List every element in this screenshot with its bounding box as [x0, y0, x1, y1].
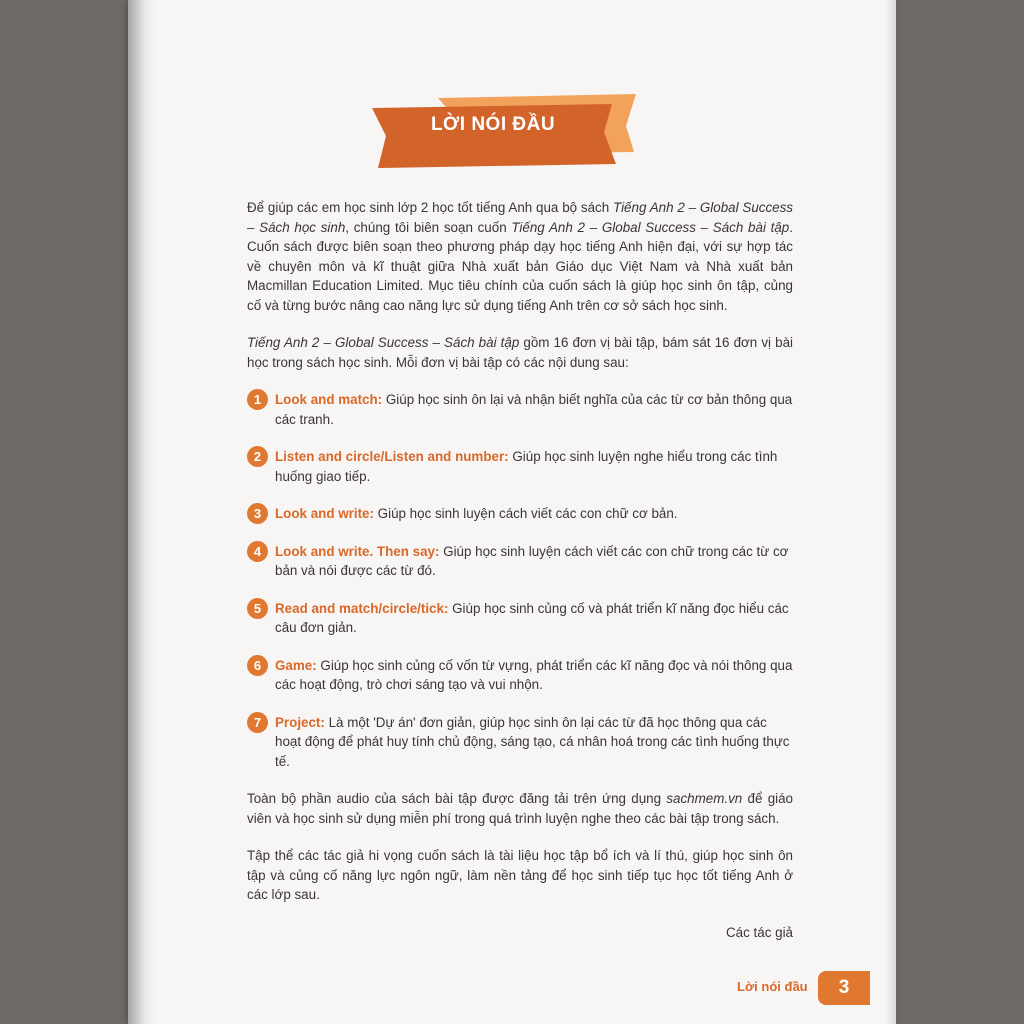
- intro-paragraph-2: [247, 333, 793, 372]
- page-spine-shadow: [128, 0, 156, 1024]
- list-item: [247, 447, 793, 486]
- list-item: [247, 542, 793, 581]
- number-badge: 1: [247, 389, 268, 410]
- page-number: 3: [818, 971, 870, 1005]
- activity-description: Giúp học sinh củng cố vốn từ vựng, phát triển các kĩ năng đọc và nói thông qua các hoạt động, trò chơi sáng tạo và vui nhộn.: [275, 657, 793, 692]
- number-badge: 3: [247, 503, 268, 524]
- intro-paragraph-1: [247, 198, 793, 315]
- list-item: [247, 390, 793, 429]
- closing-paragraph: Tập thể các tác giả hi vọng cuốn sách là tài liệu học tập bổ ích và lí thú, giúp học sinh ôn tập và củng cố năng lực ngôn ngữ, làm nền tảng để học sinh tiếp tục học tốt tiếng Anh ở các lớp sau.: [247, 848, 793, 902]
- activity-title: Project:: [275, 714, 325, 730]
- authors-signature: Các tác giả: [726, 924, 793, 940]
- text-segment: Để giúp các em học sinh lớp 2 học tốt tiếng Anh qua bộ sách: [247, 200, 614, 215]
- activity-title: Listen and circle/Listen and number:: [275, 449, 509, 464]
- activity-description: Giúp học sinh ôn lại và nhận biết nghĩa của các từ cơ bản thông qua các tranh.: [275, 392, 793, 427]
- footer-section-label: Lời nói đầu: [737, 979, 808, 994]
- number-badge: 6: [247, 655, 268, 676]
- text-segment: để giáo viên và học sinh sử dụng miễn phí trong quá trình luyện nghe theo các bài tập trong sách.: [247, 791, 794, 826]
- list-item: [247, 713, 793, 772]
- text-segment: . Cuốn sách được biên soạn theo phương pháp dạy học tiếng Anh hiện đại, với sự hợp tác về chuyên môn và kĩ thuật giữa Nhà xuất bản Giáo dục Việt Nam và Nhà xuất bản Macmillan Education Limited. Mục tiêu chính của cuốn sách là giúp học sinh ôn tập, củng cố và từng bước nâng cao năng lực sử dụng tiếng Anh trên cơ sở sách học sinh.: [247, 219, 793, 313]
- text-segment: gồm 16 đơn vị bài tập, bám sát 16 đơn vị bài học trong sách học sinh. Mỗi đơn vị bài tập có các nội dung sau:: [247, 335, 793, 370]
- number-badge: 2: [247, 446, 268, 467]
- activity-description: Giúp học sinh luyện cách viết các con chữ trong các từ cơ bản và nói được các từ đó.: [275, 543, 789, 578]
- activity-description: Là một 'Dự án' đơn giản, giúp học sinh ôn lại các từ đã học thông qua các hoạt động để phát huy tính chủ động, sáng tạo, cá nhân hoá trong các tình huống thực tế.: [275, 714, 790, 769]
- audio-paragraph: [247, 789, 793, 828]
- website-name: sachmem.vn: [666, 791, 743, 806]
- book-title-workbook: Tiếng Anh 2 – Global Success – Sách bài tập: [511, 219, 790, 235]
- activity-description: Giúp học sinh củng cố và phát triển kĩ năng đọc hiểu các câu đơn giản.: [275, 600, 789, 635]
- number-badge: 4: [247, 541, 268, 562]
- number-badge: 7: [247, 712, 268, 733]
- list-item: [247, 656, 793, 695]
- activity-title: Look and write:: [275, 506, 374, 521]
- page-title: LỜI NÓI ĐẦU: [430, 114, 556, 135]
- activity-title: Game:: [275, 657, 317, 673]
- preface-body: [247, 198, 793, 942]
- book-title-workbook: Tiếng Anh 2 – Global Success – Sách bài tập: [247, 335, 520, 350]
- activity-title: Look and match:: [275, 392, 383, 407]
- list-item: [247, 599, 793, 638]
- text-segment: , chúng tôi biên soạn cuốn: [345, 219, 512, 235]
- activity-description: Giúp học sinh luyện nghe hiểu trong các tình huống giao tiếp.: [275, 449, 778, 484]
- list-item: [247, 504, 793, 524]
- activity-title: Look and write. Then say:: [275, 543, 440, 559]
- number-badge: 5: [247, 598, 268, 619]
- activity-description: Giúp học sinh luyện cách viết các con chữ cơ bản.: [373, 506, 678, 521]
- book-title-student: Tiếng Anh 2 – Global Success – Sách học sinh: [247, 200, 793, 235]
- text-segment: Toàn bộ phần audio của sách bài tập được đăng tải trên ứng dụng: [247, 791, 667, 806]
- page-edge-shadow: [886, 0, 896, 1024]
- activity-title: Read and match/circle/tick:: [275, 600, 449, 616]
